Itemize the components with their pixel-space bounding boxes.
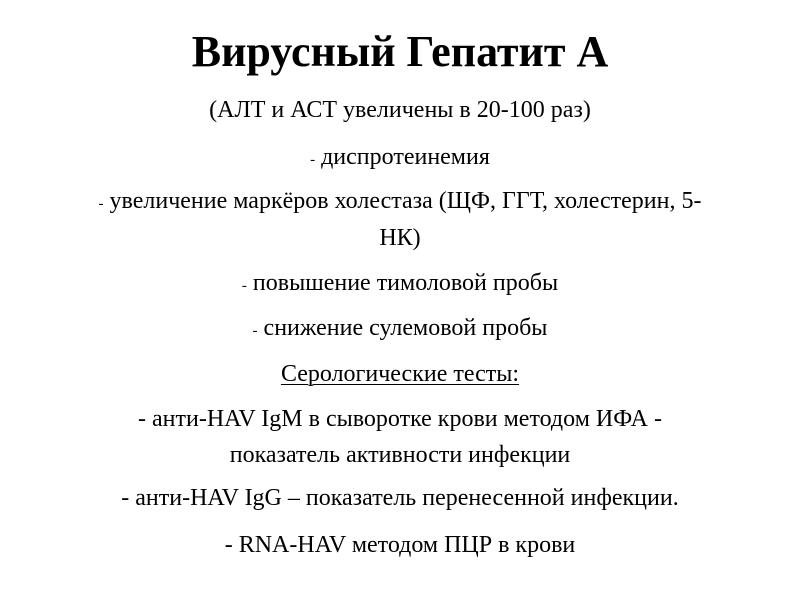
serology-item: - анти-HAV IgG – показатель перенесенной инфекции. [121,485,679,511]
bullet-dash: - [310,152,316,168]
bullet-text: диспротеинемия [321,144,490,170]
note-text: (АЛТ и АСТ увеличены в 20-100 раз) [209,97,591,123]
bullet-dash: - [252,323,258,339]
bullet-item [0,186,800,220]
serology-heading-row [0,359,800,390]
bullet-text: НК) [379,225,421,251]
serology-item: - RNA-HAV методом ПЦР в крови [224,532,576,558]
bullet-text: повышение тимоловой пробы [252,270,559,296]
bullet-dash: - [241,278,247,294]
slide-title: Вирусный Гепатит А [191,27,609,76]
bullet-dash: - [98,196,104,212]
bullet-continuation [0,223,800,254]
lab-findings-note [0,95,800,126]
bullet-item [0,142,800,176]
bullet-text: увеличение маркёров холестаза (ЩФ, ГГТ, холестерин, 5- [109,188,702,214]
bullet-text: снижение сулемовой пробы [263,315,548,341]
serology-item: - анти-HAV IgM в сыворотке крови методом ИФА - [138,406,662,432]
bullet-item [0,313,800,347]
serology-heading: Серологические тесты: [280,361,520,387]
serology-item-continuation: показатель активности инфекции [229,442,571,468]
bullet-item [0,268,800,302]
